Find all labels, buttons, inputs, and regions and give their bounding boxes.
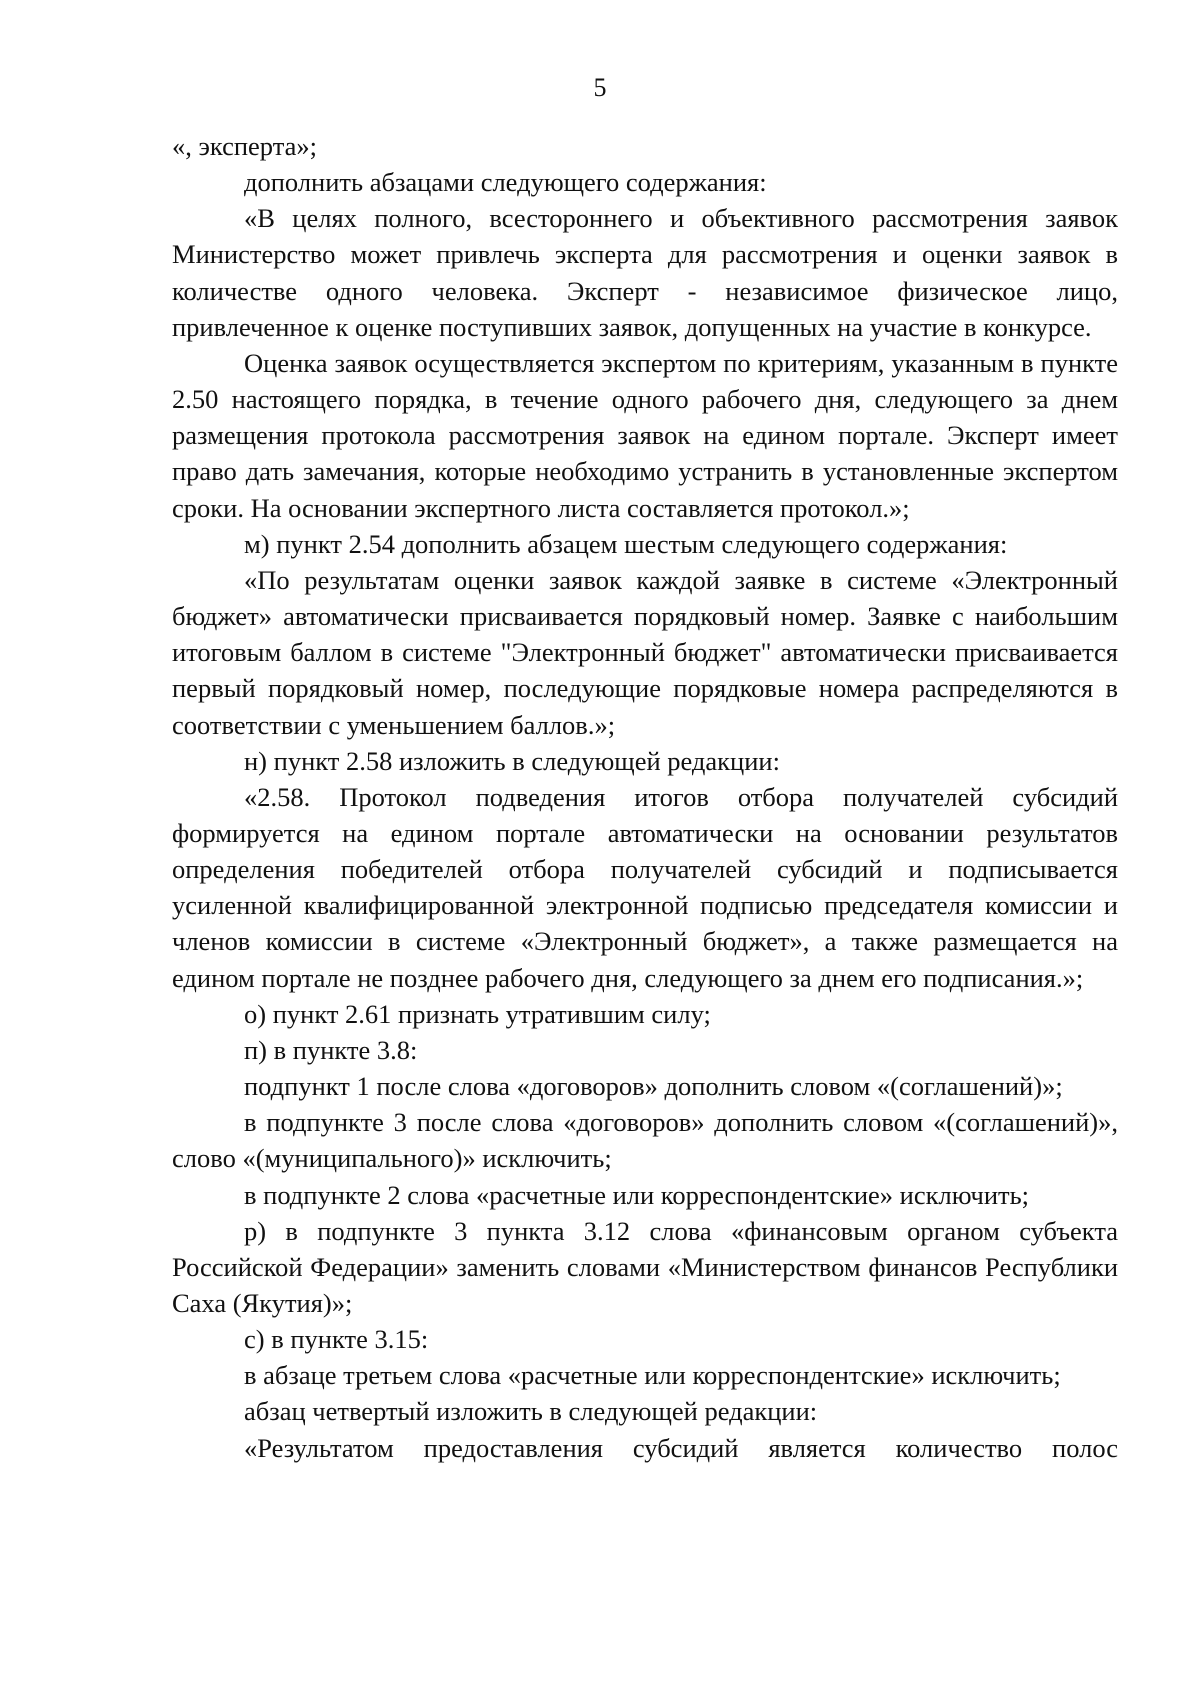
paragraph: в абзаце третьем слова «расчетные или корреспондентские» исключить; — [244, 1360, 1061, 1391]
paragraph: Оценка заявок осуществляется экспертом по критериям, указанным в пункте 2.50 настоящего порядка, в течение одного рабочего дня, следующего за днем размещения протокола рассмотрения заявок на едином портале. Эксперт имеет право дать замечания, которые необходимо устранить в установленные экспертом сроки. На основании экспертного листа составляется протокол.»; — [172, 347, 1118, 523]
paragraph: в подпункте 2 слова «расчетные или корреспондентские» исключить; — [244, 1179, 1030, 1210]
paragraph: в подпункте 3 после слова «договоров» дополнить словом «(соглашений)», слово «(муниципального)» исключить; — [172, 1107, 1118, 1174]
paragraph: дополнить абзацами следующего содержания: — [244, 167, 767, 198]
paragraph: абзац четвертый изложить в следующей редакции: — [244, 1396, 818, 1427]
paragraph: о) пункт 2.61 признать утратившим силу; — [244, 998, 711, 1029]
paragraph: «Результатом предоставления субсидий является количество полос — [244, 1432, 1118, 1463]
paragraph: «По результатам оценки заявок каждой заявке в системе «Электронный бюджет» автоматически присваивается порядковый номер. Заявке с наибольшим итоговым баллом в системе "Электронный бюджет" автоматически присваивается первый порядковый номер, последующие порядковые номера распределяются в соответствии с уменьшением баллов.»; — [172, 564, 1118, 740]
paragraph: подпункт 1 после слова «договоров» дополнить словом «(соглашений)»; — [244, 1071, 1063, 1102]
paragraph: м) пункт 2.54 дополнить абзацем шестым следующего содержания: — [244, 528, 1008, 559]
document-body — [172, 128, 1118, 1466]
paragraph: «В целях полного, всестороннего и объективного рассмотрения заявок Министерство может привлечь эксперта для рассмотрения и оценки заявок в количестве одного человека. Эксперт - независимое физическое лицо, привлеченное к оценке поступивших заявок, допущенных на участие в конкурсе. — [172, 203, 1118, 342]
paragraph: п) в пункте 3.8: — [244, 1034, 418, 1065]
paragraph: р) в подпункте 3 пункта 3.12 слова «финансовым органом субъекта Российской Федерации» заменить словами «Министерством финансов Республики Саха (Якутия)»; — [172, 1215, 1118, 1318]
paragraph: с) в пункте 3.15: — [244, 1324, 429, 1355]
paragraph: «2.58. Протокол подведения итогов отбора получателей субсидий формируется на едином портале автоматически на основании результатов определения победителей отбора получателей субсидий и подписывается усиленной квалифицированной электронной подписью председателя комиссии и членов комиссии в системе «Электронный бюджет», а также размещается на едином портале не позднее рабочего дня, следующего за днем его подписания.»; — [172, 781, 1118, 993]
paragraph: «, эксперта»; — [172, 131, 317, 161]
page-number: 5 — [593, 73, 607, 102]
paragraph: н) пункт 2.58 изложить в следующей редакции: — [244, 745, 780, 776]
